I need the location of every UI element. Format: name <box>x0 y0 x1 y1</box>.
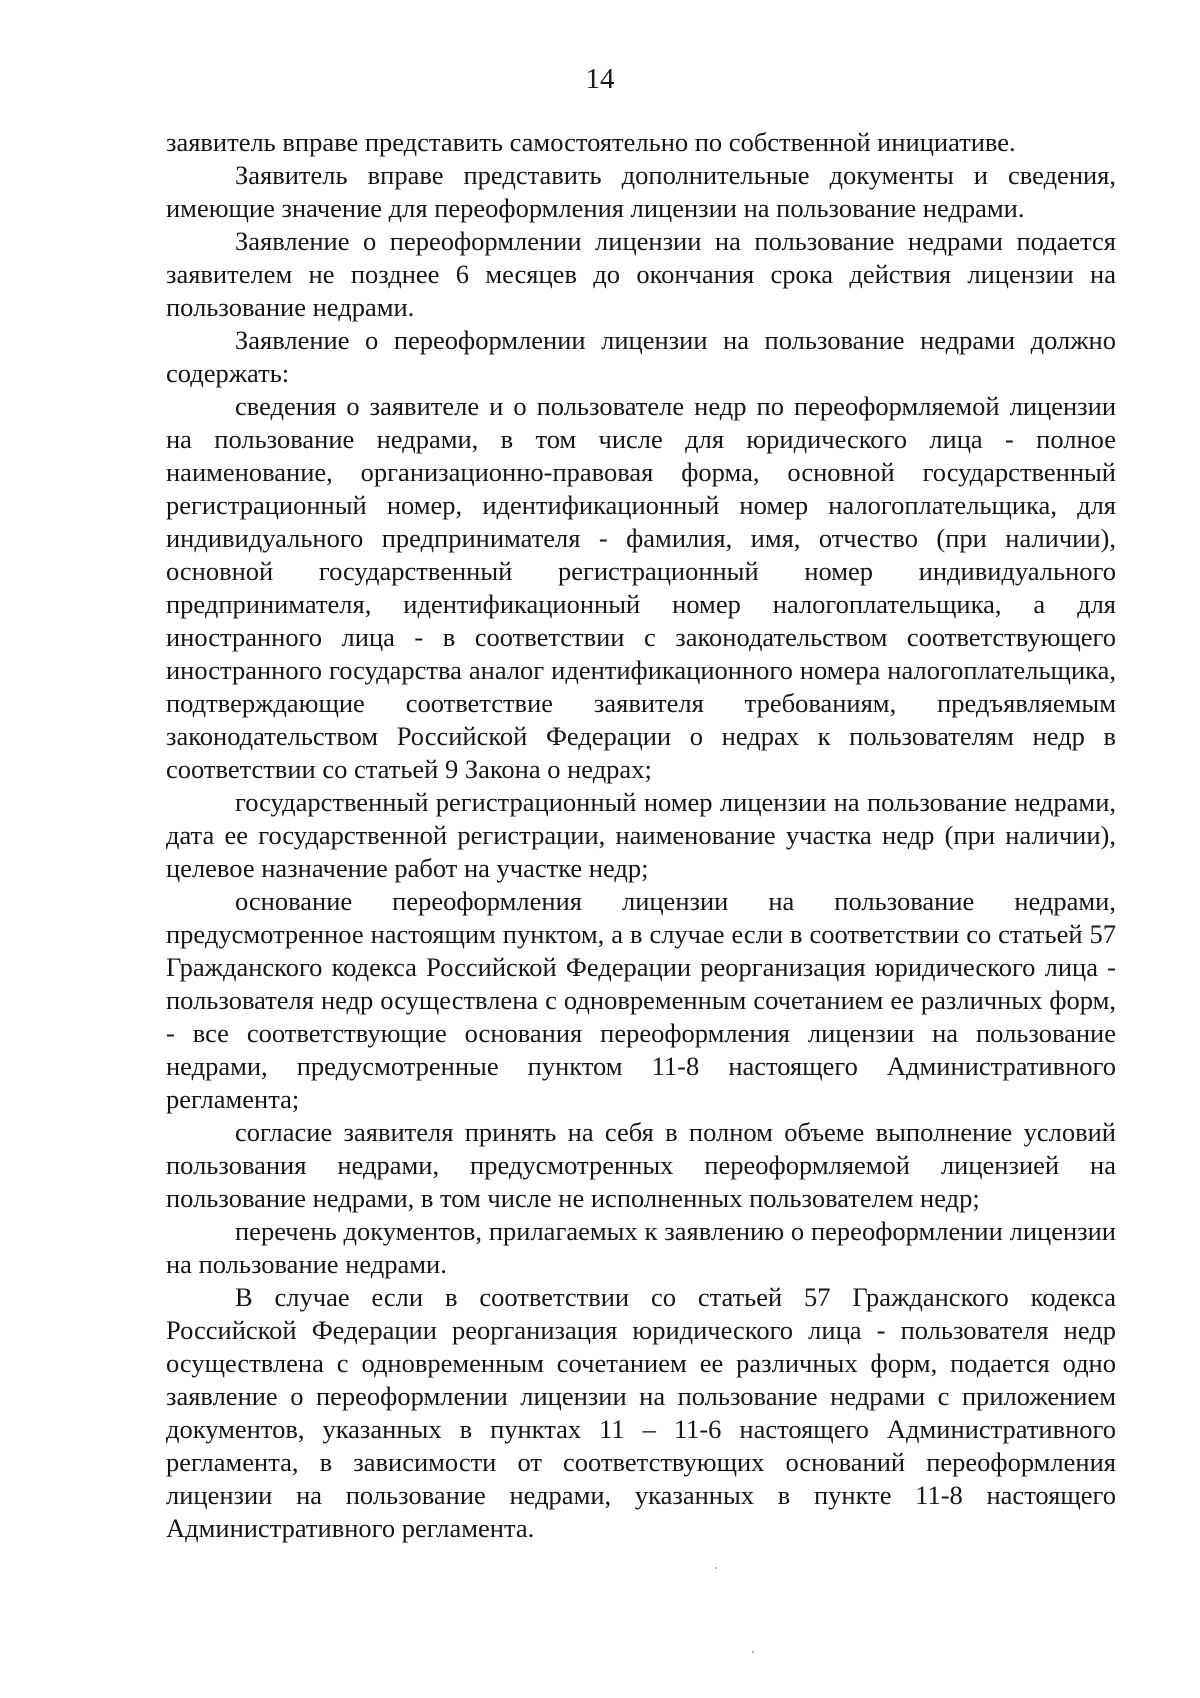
list-item-applicant-consent: согласие заявителя принять на себя в полном объеме выполнение условий пользования недрами, предусмотренных переоформляемой лицензией на пользование недрами, в том числе не исполненных пользователем недр; <box>166 1117 1116 1213</box>
list-item-applicant-info: сведения о заявителе и о пользователе недр по переоформляемой лицензии на пользование недрами, в том числе для юридического лица - полное наименование, организационно-правовая форма, основной государственный регистрационный номер, идентификационный номер налогоплательщика, для индивидуального предпринимателя - фамилия, имя, отчество (при наличии), основной государственный регистрационный номер индивидуального предпринимателя, идентификационный номер налогоплательщика, а для иностранного лица - в соответствии с законодательством соответствующего иностранного государства аналог идентификационного номера налогоплательщика, подтверждающие соответствие заявителя требованиям, предъявляемым законодательством Российской Федерации о недрах к пользователям недр в соответствии со статьей 9 Закона о недрах; <box>166 391 1116 784</box>
scan-speck <box>752 1651 754 1653</box>
paragraph-additional-documents: Заявитель вправе представить дополнительные документы и сведения, имеющие значение для переоформления лицензии на пользование недрами. <box>166 160 1116 223</box>
scan-speck <box>715 1567 717 1569</box>
paragraph-application-contents-intro: Заявление о переоформлении лицензии на пользование недрами должно содержать: <box>166 325 1116 388</box>
paragraph-continuation: заявитель вправе представить самостоятельно по собственной инициативе. <box>166 127 1016 157</box>
list-item-documents-list: перечень документов, прилагаемых к заявлению о переоформлении лицензии на пользование недрами. <box>166 1216 1116 1279</box>
list-item-license-registration: государственный регистрационный номер лицензии на пользование недрами, дата ее государственной регистрации, наименование участка недр (при наличии), целевое назначение работ на участке недр; <box>166 787 1116 883</box>
document-body <box>166 126 1116 1545</box>
paragraph-submission-deadline: Заявление о переоформлении лицензии на пользование недрами подается заявителем не позднее 6 месяцев до окончания срока действия лицензии на пользование недрами. <box>166 226 1116 322</box>
page-number: 14 <box>585 63 615 95</box>
paragraph-reorganization-case: В случае если в соответствии со статьей 57 Гражданского кодекса Российской Федерации реорганизация юридического лица - пользователя недр осуществлена с одновременным сочетанием ее различных форм, подается одно заявление о переоформлении лицензии на пользование недрами с приложением документов, указанных в пунктах 11 – 11-6 настоящего Административного регламента, в зависимости от соответствующих оснований переоформления лицензии на пользование недрами, указанных в пункте 11-8 настоящего Административного регламента. <box>166 1282 1116 1543</box>
list-item-reissue-basis: основание переоформления лицензии на пользование недрами, предусмотренное настоящим пунктом, а в случае если в соответствии со статьей 57 Гражданского кодекса Российской Федерации реорганизация юридического лица - пользователя недр осуществлена с одновременным сочетанием ее различных форм, - все соответствующие основания переоформления лицензии на пользование недрами, предусмотренные пунктом 11-8 настоящего Административного регламента; <box>166 886 1116 1114</box>
